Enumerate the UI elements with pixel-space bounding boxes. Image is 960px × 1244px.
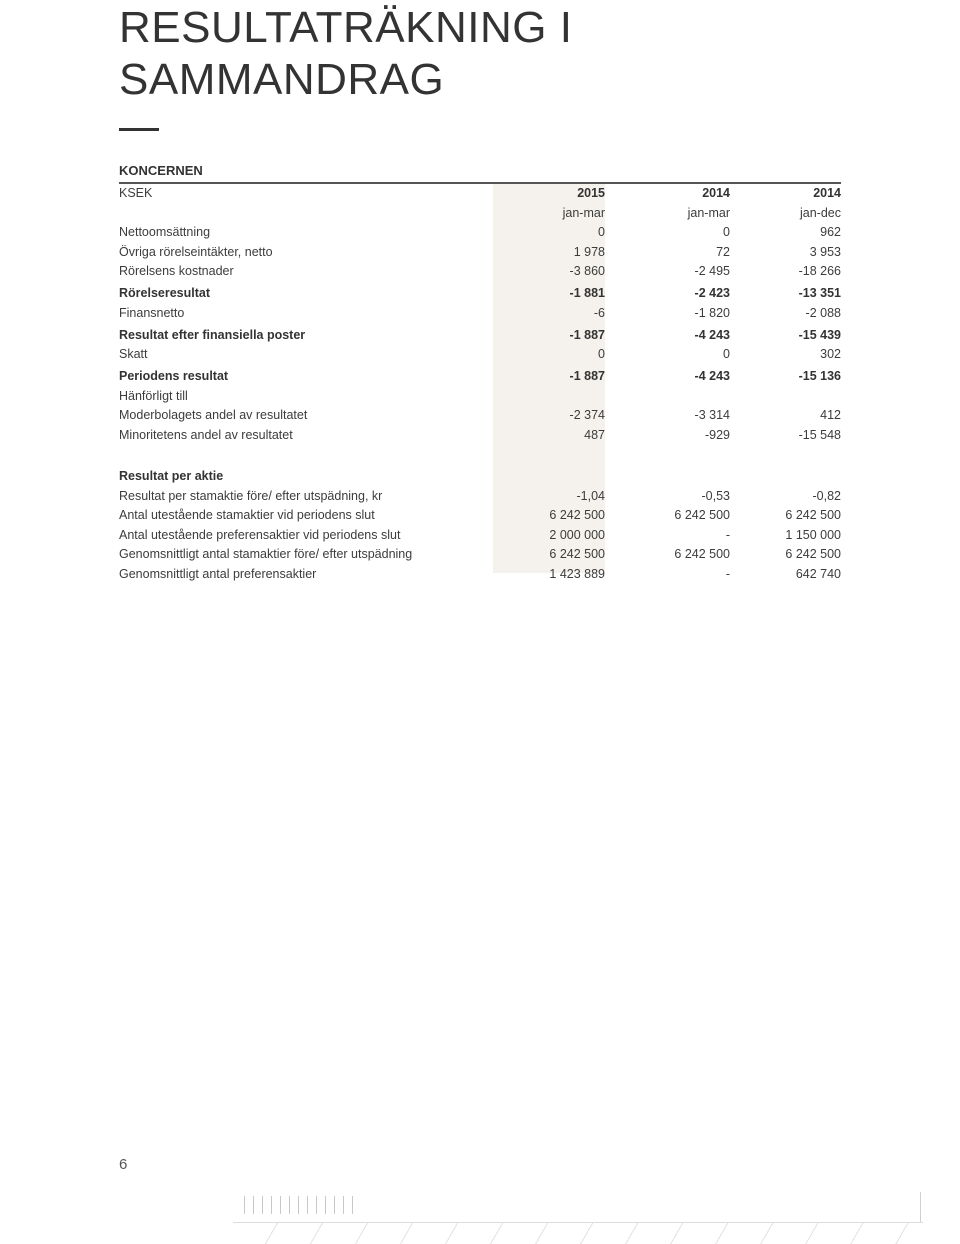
table-row <box>119 426 841 446</box>
row-label: Hänförligt till <box>119 388 188 403</box>
row-value: 412 <box>820 408 841 422</box>
income-statement-table <box>119 184 841 584</box>
row-value: - <box>725 527 730 542</box>
row-value: 487 <box>584 427 605 442</box>
column-year: 2014 <box>813 186 841 200</box>
per-share-heading: Resultat per aktie <box>119 469 224 483</box>
page-number: 6 <box>119 1156 128 1173</box>
row-label: Periodens resultat <box>119 369 229 383</box>
row-value: 1 150 000 <box>785 527 841 542</box>
row-value: 1 423 889 <box>549 566 605 581</box>
table-row <box>119 326 841 346</box>
row-value: 6 242 500 <box>674 508 730 522</box>
row-value: -18 266 <box>798 264 841 278</box>
row-value: 3 953 <box>809 244 841 259</box>
column-period: jan-dec <box>800 205 841 220</box>
table-row <box>119 526 841 546</box>
row-value: -1 887 <box>569 327 605 342</box>
row-value: 72 <box>716 244 730 259</box>
row-value: -4 243 <box>694 327 730 342</box>
page-title <box>119 2 572 106</box>
row-value: 642 740 <box>795 566 841 581</box>
row-value: 1 978 <box>573 244 605 259</box>
table-row <box>119 565 841 585</box>
row-value: -929 <box>704 427 730 442</box>
row-value: -2 495 <box>694 264 730 278</box>
column-period: jan-mar <box>562 205 605 220</box>
section-heading: KONCERNEN <box>119 163 203 178</box>
row-value: -0,53 <box>701 488 730 503</box>
row-value: -15 136 <box>798 369 841 383</box>
row-value: 0 <box>598 225 605 239</box>
row-value: 302 <box>820 347 841 361</box>
row-label: Nettoomsättning <box>119 225 211 239</box>
table-row <box>119 506 841 526</box>
table-header-row-years <box>119 184 841 204</box>
row-label: Finansnetto <box>119 305 185 320</box>
footer-hatch-decoration <box>233 1222 923 1244</box>
row-value: -1 881 <box>569 286 605 300</box>
row-value: -15 548 <box>798 427 841 442</box>
row-value: 0 <box>723 225 730 239</box>
row-label: Resultat per stamaktie före/ efter utspädning, kr <box>119 488 383 503</box>
page-title-line-1: RESULTATRÄKNING I <box>119 3 573 52</box>
unit-label: KSEK <box>119 186 153 200</box>
row-value: 0 <box>598 347 605 361</box>
column-year: 2015 <box>577 186 605 200</box>
row-value: 6 242 500 <box>674 547 730 561</box>
table-row <box>119 367 841 387</box>
table-row <box>119 387 841 407</box>
table-row <box>119 487 841 507</box>
row-label: Resultat efter finansiella poster <box>119 327 306 342</box>
row-value: -2 423 <box>694 286 730 300</box>
row-value: -6 <box>593 305 605 320</box>
row-value: 6 242 500 <box>549 547 605 561</box>
table-row <box>119 304 841 324</box>
row-value: -3 860 <box>569 264 605 278</box>
table-row <box>119 262 841 282</box>
title-underline-dash <box>119 128 159 131</box>
per-share-heading-row <box>119 467 841 487</box>
per-share-rows <box>119 487 841 585</box>
row-label: Rörelsens kostnader <box>119 264 234 278</box>
row-value: 2 000 000 <box>549 527 605 542</box>
column-year: 2014 <box>702 186 730 200</box>
row-value: -15 439 <box>798 327 841 342</box>
row-label: Antal utestående stamaktier vid periodens slut <box>119 508 375 522</box>
row-label: Rörelseresultat <box>119 286 211 300</box>
row-value: -0,82 <box>812 488 841 503</box>
row-value: 0 <box>723 347 730 361</box>
table-row <box>119 223 841 243</box>
row-value: -2 088 <box>805 305 841 320</box>
row-label: Genomsnittligt antal stamaktier före/ efter utspädning <box>119 547 413 561</box>
page-title-line-2: SAMMANDRAG <box>119 55 445 104</box>
row-value: 6 242 500 <box>549 508 605 522</box>
row-label: Antal utestående preferensaktier vid periodens slut <box>119 527 401 542</box>
row-value: -2 374 <box>569 408 605 422</box>
table-row <box>119 243 841 263</box>
row-value: -1 820 <box>694 305 730 320</box>
table-row <box>119 345 841 365</box>
table-header-row-periods <box>119 204 841 224</box>
footer-tick-decoration <box>244 1196 354 1214</box>
column-period: jan-mar <box>687 205 730 220</box>
row-label: Minoritetens andel av resultatet <box>119 427 293 442</box>
row-value: -13 351 <box>798 286 841 300</box>
table-row <box>119 545 841 565</box>
table-row <box>119 284 841 304</box>
row-label: Skatt <box>119 347 148 361</box>
footer-divider <box>920 1192 921 1222</box>
table-row <box>119 406 841 426</box>
row-value: -1,04 <box>576 488 605 503</box>
main-rows <box>119 223 841 445</box>
row-value: 962 <box>820 225 841 239</box>
row-value: 6 242 500 <box>785 508 841 522</box>
row-label: Övriga rörelseintäkter, netto <box>119 244 273 259</box>
row-value: - <box>725 566 730 581</box>
row-label: Genomsnittligt antal preferensaktier <box>119 566 317 581</box>
row-value: -1 887 <box>569 369 605 383</box>
row-value: -3 314 <box>694 408 730 422</box>
row-label: Moderbolagets andel av resultatet <box>119 408 308 422</box>
row-value: -4 243 <box>694 369 730 383</box>
row-value: 6 242 500 <box>785 547 841 561</box>
